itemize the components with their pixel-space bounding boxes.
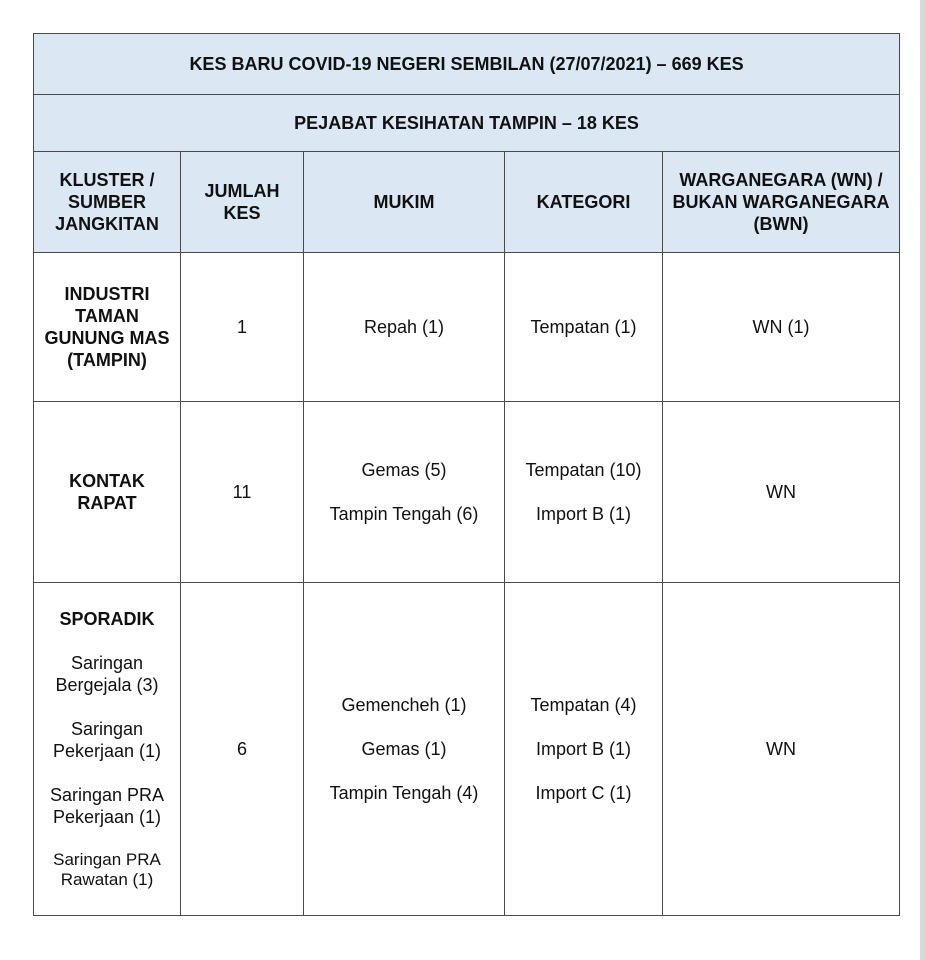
category-entry: Tempatan (10) — [525, 460, 642, 480]
mukim-entry: Gemencheh (1) — [341, 695, 467, 715]
header-cluster: KLUSTER / SUMBER JANGKITAN — [34, 152, 181, 253]
category-entry: Import B (1) — [535, 739, 632, 759]
cluster-detail: Saringan Pekerjaan (1) — [52, 719, 162, 761]
scrollbar-edge[interactable] — [920, 0, 925, 960]
mukim-entry: Gemas (5) — [361, 460, 447, 480]
header-mukim: MUKIM — [304, 152, 505, 253]
cases-cell: 1 — [181, 253, 304, 402]
mukim-entry: Gemas (1) — [361, 739, 447, 759]
category-cell — [505, 253, 663, 402]
category-cell — [505, 583, 663, 916]
header-citizenship: WARGANEGARA (WN) / BUKAN WARGANEGARA (BWN) — [663, 152, 900, 253]
cases-cell: 11 — [181, 402, 304, 583]
category-entry: Import B (1) — [535, 504, 632, 524]
cluster-cell: KONTAK RAPAT — [34, 402, 181, 583]
category-cell — [505, 402, 663, 583]
table-row — [34, 253, 900, 402]
header-cases: JUMLAH KES — [181, 152, 304, 253]
cluster-cell: INDUSTRI TAMAN GUNUNG MAS (TAMPIN) — [34, 253, 181, 402]
cluster-detail: Saringan PRA Pekerjaan (1) — [49, 785, 165, 827]
cluster-cell — [34, 583, 181, 916]
mukim-entry: Tampin Tengah (4) — [329, 783, 479, 803]
citizenship-cell: WN — [663, 583, 900, 916]
table-row — [34, 402, 900, 583]
cluster-name: SPORADIK — [59, 609, 155, 629]
category-entry: Tempatan (1) — [530, 317, 637, 337]
table-row — [34, 583, 900, 916]
mukim-entry: Repah (1) — [363, 317, 445, 337]
citizenship-cell: WN (1) — [663, 253, 900, 402]
mukim-entry: Tampin Tengah (6) — [329, 504, 479, 524]
mukim-cell — [304, 583, 505, 916]
citizenship-cell: WN — [663, 402, 900, 583]
category-entry: Tempatan (4) — [530, 695, 637, 715]
cluster-detail: Saringan PRA Rawatan (1) — [53, 850, 161, 889]
table-subtitle: PEJABAT KESIHATAN TAMPIN – 18 KES — [34, 95, 900, 152]
mukim-cell — [304, 253, 505, 402]
header-category: KATEGORI — [505, 152, 663, 253]
covid-case-table — [33, 33, 900, 916]
cluster-detail: Saringan Bergejala (3) — [55, 653, 159, 695]
table-title: KES BARU COVID-19 NEGERI SEMBILAN (27/07/2021) – 669 KES — [34, 34, 900, 95]
mukim-cell — [304, 402, 505, 583]
category-entry: Import C (1) — [535, 783, 632, 803]
cases-cell: 6 — [181, 583, 304, 916]
